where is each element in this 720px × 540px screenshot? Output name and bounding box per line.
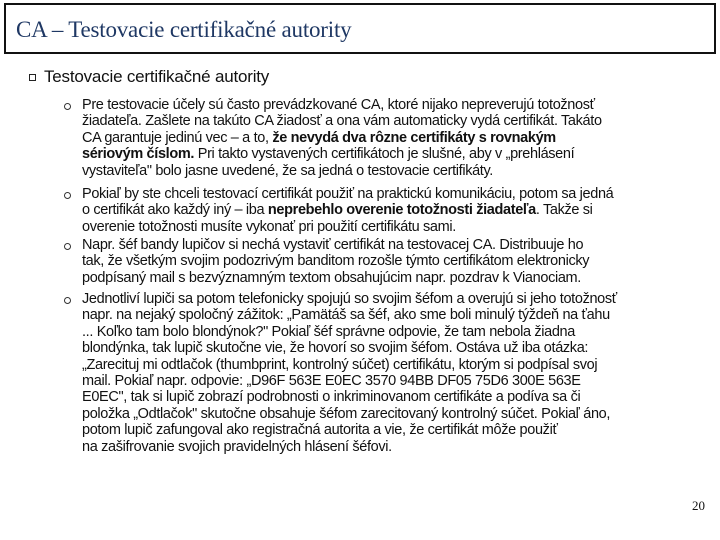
text-segment: E0EC", tak si lupič zobrazí podrobnosti o inkriminovanom certifikáte a podíva sa či [82, 389, 581, 406]
text-line [82, 373, 702, 389]
sub-bullet-item [82, 186, 702, 235]
text-line [82, 186, 702, 202]
text-segment: na zašifrovanie svojich pravidelných hlásení šéfovi. [82, 438, 392, 455]
text-line [82, 219, 702, 235]
text-line [82, 113, 702, 129]
text-segment: položka „Odtlačok" skutočne obsahuje šéfom zarecitovaný kontrolný súčet. Pokiaľ áno, [82, 405, 611, 422]
text-line [82, 253, 702, 269]
text-segment: potom lupič zafungoval ako registračná autorita a vie, že certifikát môže použiť [82, 422, 558, 439]
text-line [82, 307, 702, 323]
text-line [82, 291, 702, 307]
text-line [82, 340, 702, 356]
text-segment: žiadateľa. Zašlete na takúto CA žiadosť a ona vám automaticky vydá certifikát. Takáto [82, 113, 602, 130]
text-segment: „Zarecituj mi odtlačok (thumbprint, kontrolný súčet) certifikátu, ktorým si podpísal svoj [82, 356, 598, 373]
circle-bullet-icon [64, 297, 71, 304]
text-line [82, 324, 702, 340]
slide-title-box [4, 3, 716, 54]
bold-text: neprebehlo overenie totožnosti žiadateľa [267, 202, 536, 219]
text-segment: napr. na nejaký spoločný zážitok: „Pamätáš sa šéf, ako sme boli minulý týždeň na ťahu [82, 307, 610, 324]
slide-title: CA – Testovacie certifikačné autority [16, 17, 352, 42]
text-line [82, 357, 702, 373]
text-segment: mail. Pokiaľ napr. odpovie: „D96F 563E E0EC 3570 94BB DF05 75D6 300E 563E [82, 372, 581, 389]
text-line [82, 146, 702, 162]
text-segment: tak, že všetkým svojim podozrivým banditom rozošle týmto certifikátom elektronicky [82, 253, 590, 270]
text-line [82, 237, 702, 253]
square-bullet-icon [29, 74, 36, 81]
text-segment: Pokiaľ by ste chceli testovací certifikát použiť na praktickú komunikáciu, potom sa jedná [82, 186, 614, 202]
text-segment: ... Koľko tam bolo blondýnok?" Pokiaľ šéf správne odpovie, že tam nebola žiadna [82, 323, 575, 340]
text-segment: . Takže si [535, 202, 593, 219]
text-line [82, 163, 702, 179]
text-segment: podpísaný mail s bezvýznamným textom obsahujúcim napr. pozdrav k Vianociam. [82, 269, 581, 286]
sub-bullet-item [82, 237, 702, 286]
text-segment: Pri takto vystavených certifikátoch je slušné, aby v „prehlásení [194, 146, 575, 163]
text-line [82, 422, 702, 438]
text-line [82, 389, 702, 405]
text-line [82, 439, 702, 455]
text-line [82, 202, 702, 218]
text-segment: blondýnka, tak lupič skutočne vie, že hovorí so svojim šéfom. Ostáva už iba otázka: [82, 340, 589, 357]
text-segment: CA garantuje jedinú vec – a to, [82, 129, 273, 146]
circle-bullet-icon [64, 192, 71, 199]
bold-text: že nevydá dva rôzne certifikáty s rovnakým [272, 129, 556, 146]
sub-bullet-item [82, 291, 702, 455]
circle-bullet-icon [64, 243, 71, 250]
section-heading: Testovacie certifikačné autority [44, 67, 270, 86]
bold-text: sériovým číslom. [82, 146, 195, 163]
text-segment: Jednotliví lupiči sa potom telefonicky spojujú so svojim šéfom a overujú si jeho totožnosť [82, 291, 617, 307]
text-line [82, 97, 702, 113]
text-line [82, 130, 702, 146]
text-segment: Napr. šéf bandy lupičov si nechá vystaviť certifikát na testovacej CA. Distribuuje ho [82, 237, 584, 253]
text-segment: Pre testovacie účely sú často prevádzkované CA, ktoré nijako nepreverujú totožnosť [82, 97, 595, 113]
text-line [82, 406, 702, 422]
text-segment: vystaviteľa" bolo jasne uvedené, že sa jedná o testovacie certifikáty. [82, 162, 493, 179]
text-line [82, 270, 702, 286]
text-segment: o certifikát ako každý iný – iba [82, 202, 268, 219]
sub-bullet-item [82, 97, 702, 179]
page-number: 20 [692, 498, 705, 513]
circle-bullet-icon [64, 103, 71, 110]
text-segment: overenie totožnosti musíte vykonať pri použití certifikátu sami. [82, 218, 456, 235]
